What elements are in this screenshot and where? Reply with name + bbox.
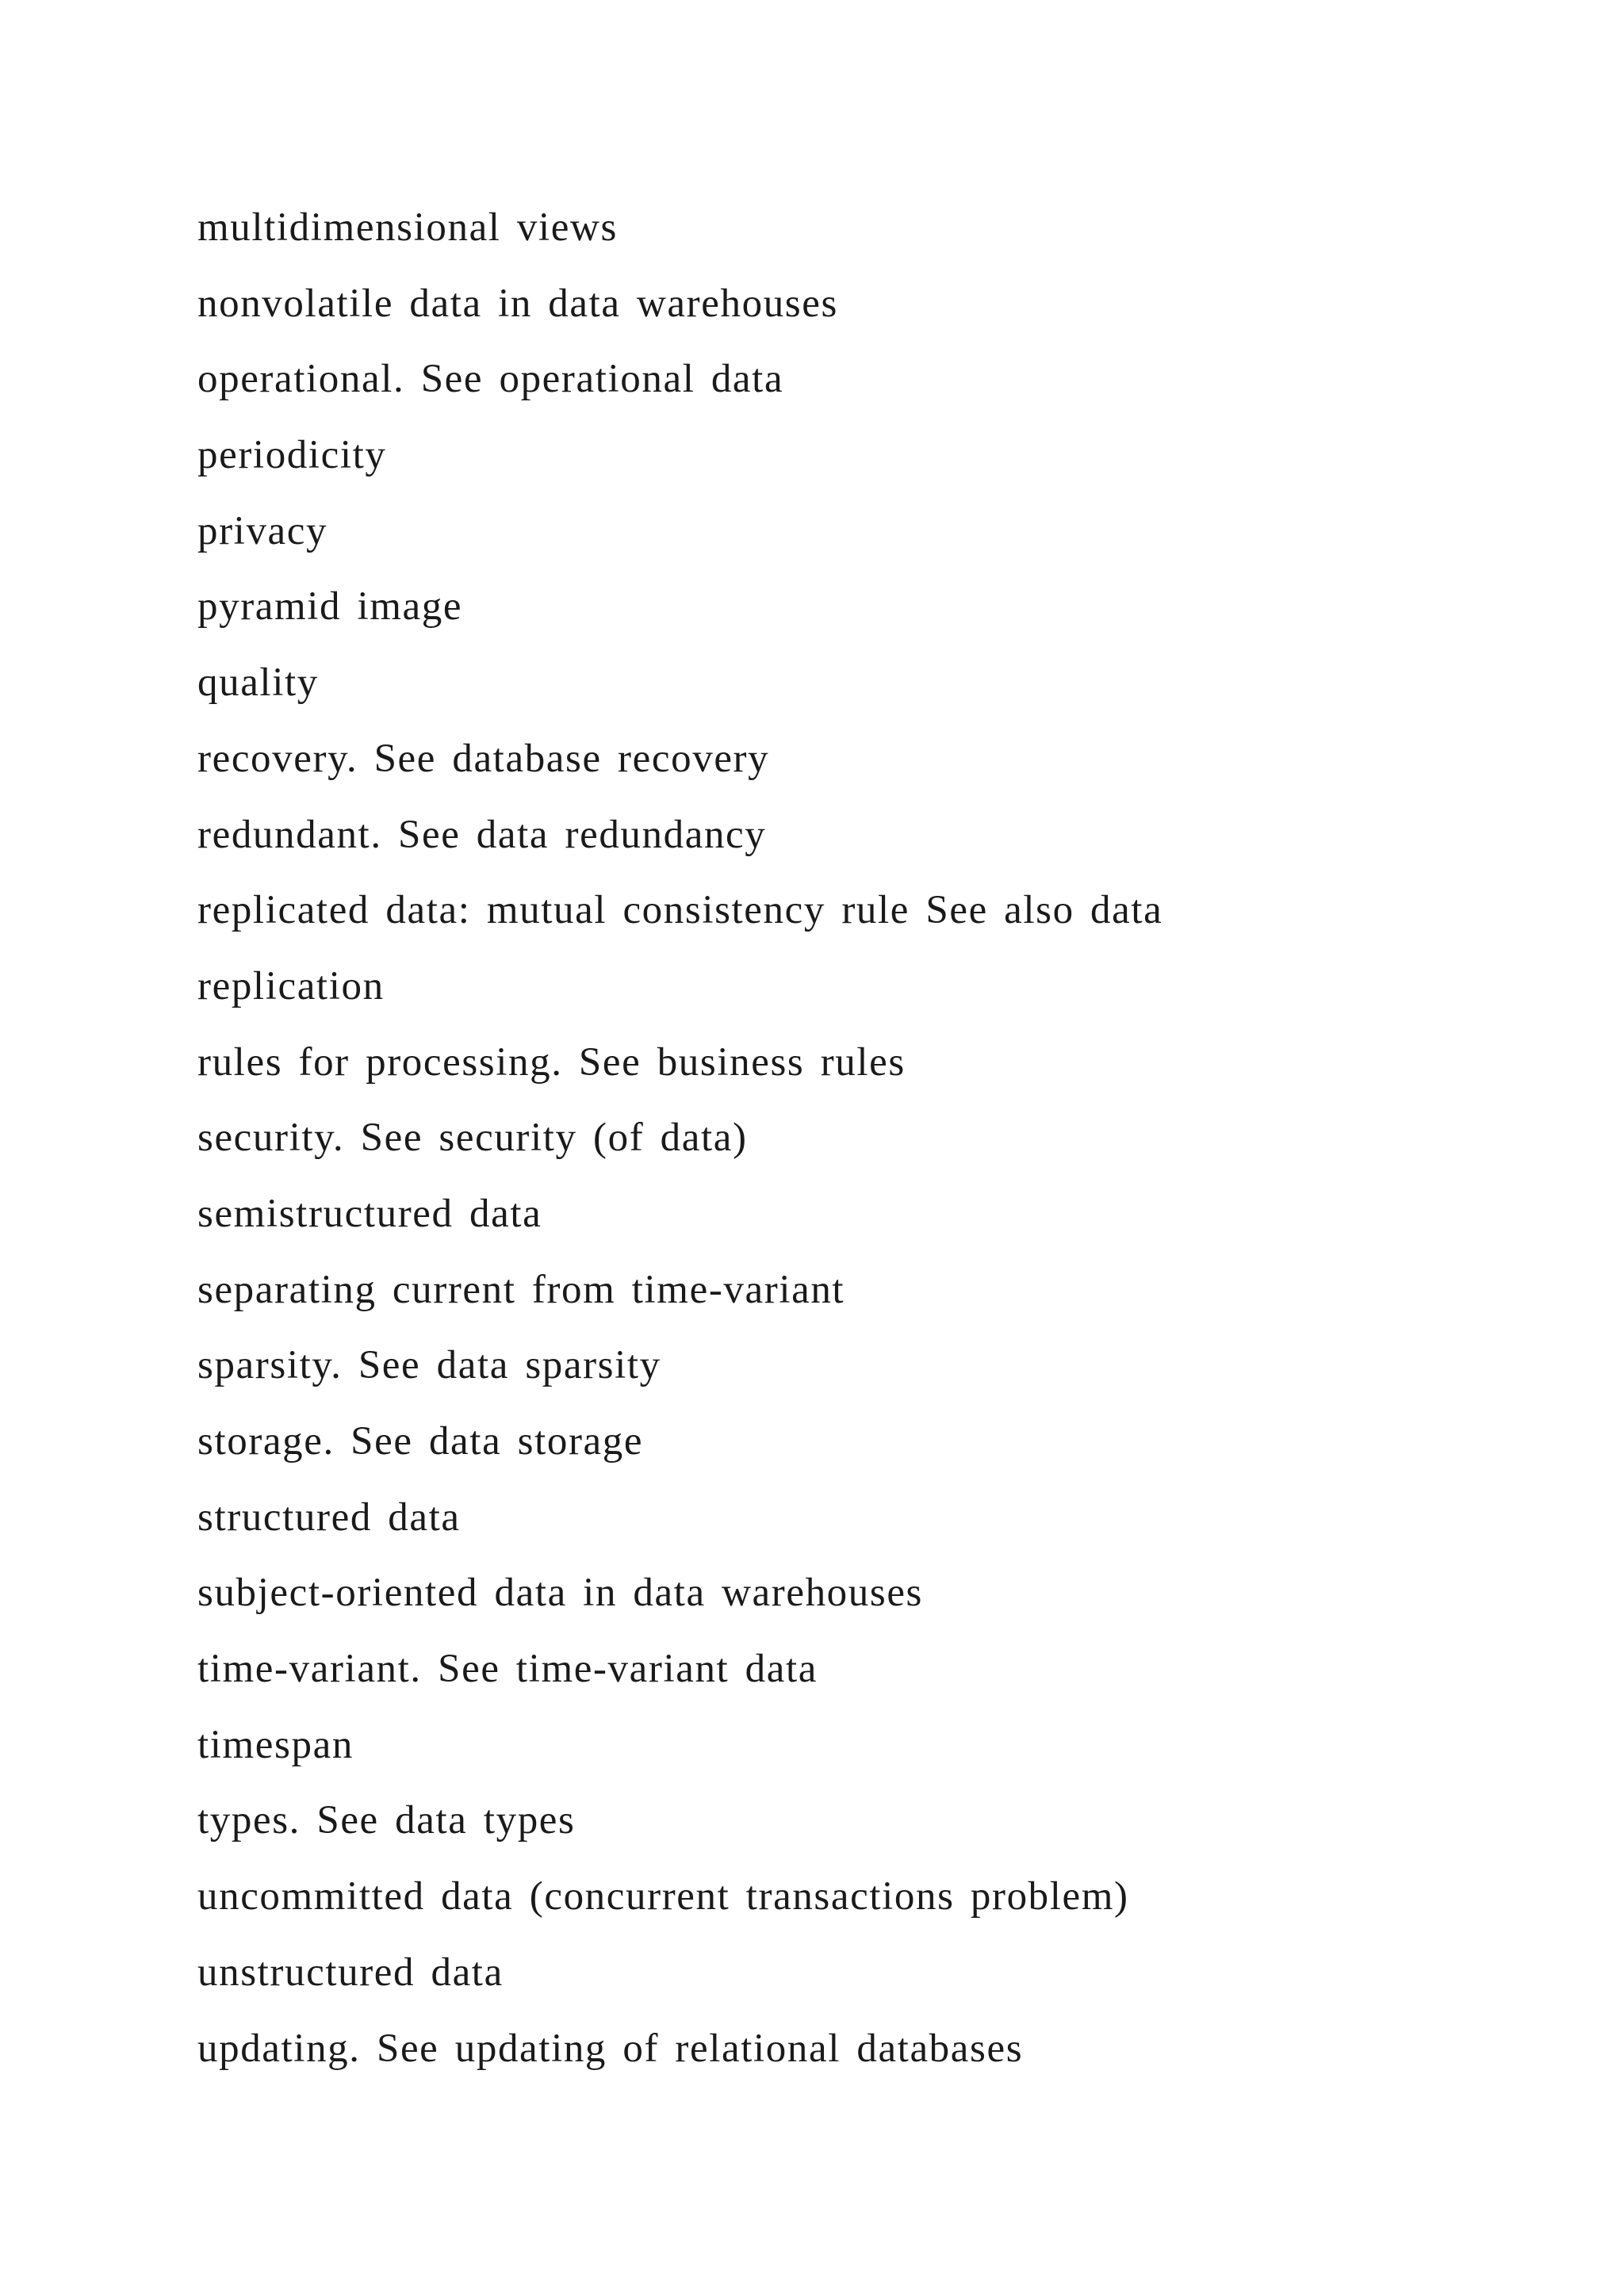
index-entry: structured data [197, 1494, 461, 1540]
index-entry: operational. See operational data [197, 357, 784, 402]
index-entry: rules for processing. See business rules [197, 1039, 906, 1085]
index-entry: types. See data types [197, 1798, 576, 1843]
index-entry: replication [197, 963, 385, 1008]
index-entry: pyramid image [197, 584, 463, 629]
index-entry: quality [197, 660, 319, 706]
index-entry: recovery. See database recovery [197, 736, 770, 781]
index-entry: nonvolatile data in data warehouses [197, 281, 838, 326]
index-entry: timespan [197, 1722, 354, 1767]
index-entry: updating. See updating of relational databases [197, 2026, 1024, 2071]
index-entry: periodicity [197, 433, 387, 478]
index-entry: subject-oriented data in data warehouses [197, 1571, 924, 1616]
index-entry: semistructured data [197, 1191, 542, 1236]
index-entry: storage. See data storage [197, 1419, 644, 1464]
index-entry: time-variant. See time-variant data [197, 1647, 818, 1692]
index-entry: security. See security (of data) [197, 1115, 748, 1161]
index-entry: redundant. See data redundancy [197, 812, 767, 857]
index-entry: privacy [197, 508, 328, 553]
index-entry: multidimensional views [197, 205, 618, 250]
index-entry: unstructured data [197, 1950, 504, 1995]
index-entry-list [197, 190, 1162, 2087]
index-entry: replicated data: mutual consistency rule See also data [197, 888, 1163, 933]
index-entry: separating current from time-variant [197, 1267, 845, 1312]
index-entry: sparsity. See data sparsity [197, 1343, 661, 1388]
index-entry: uncommitted data (concurrent transactions problem) [197, 1874, 1129, 1919]
